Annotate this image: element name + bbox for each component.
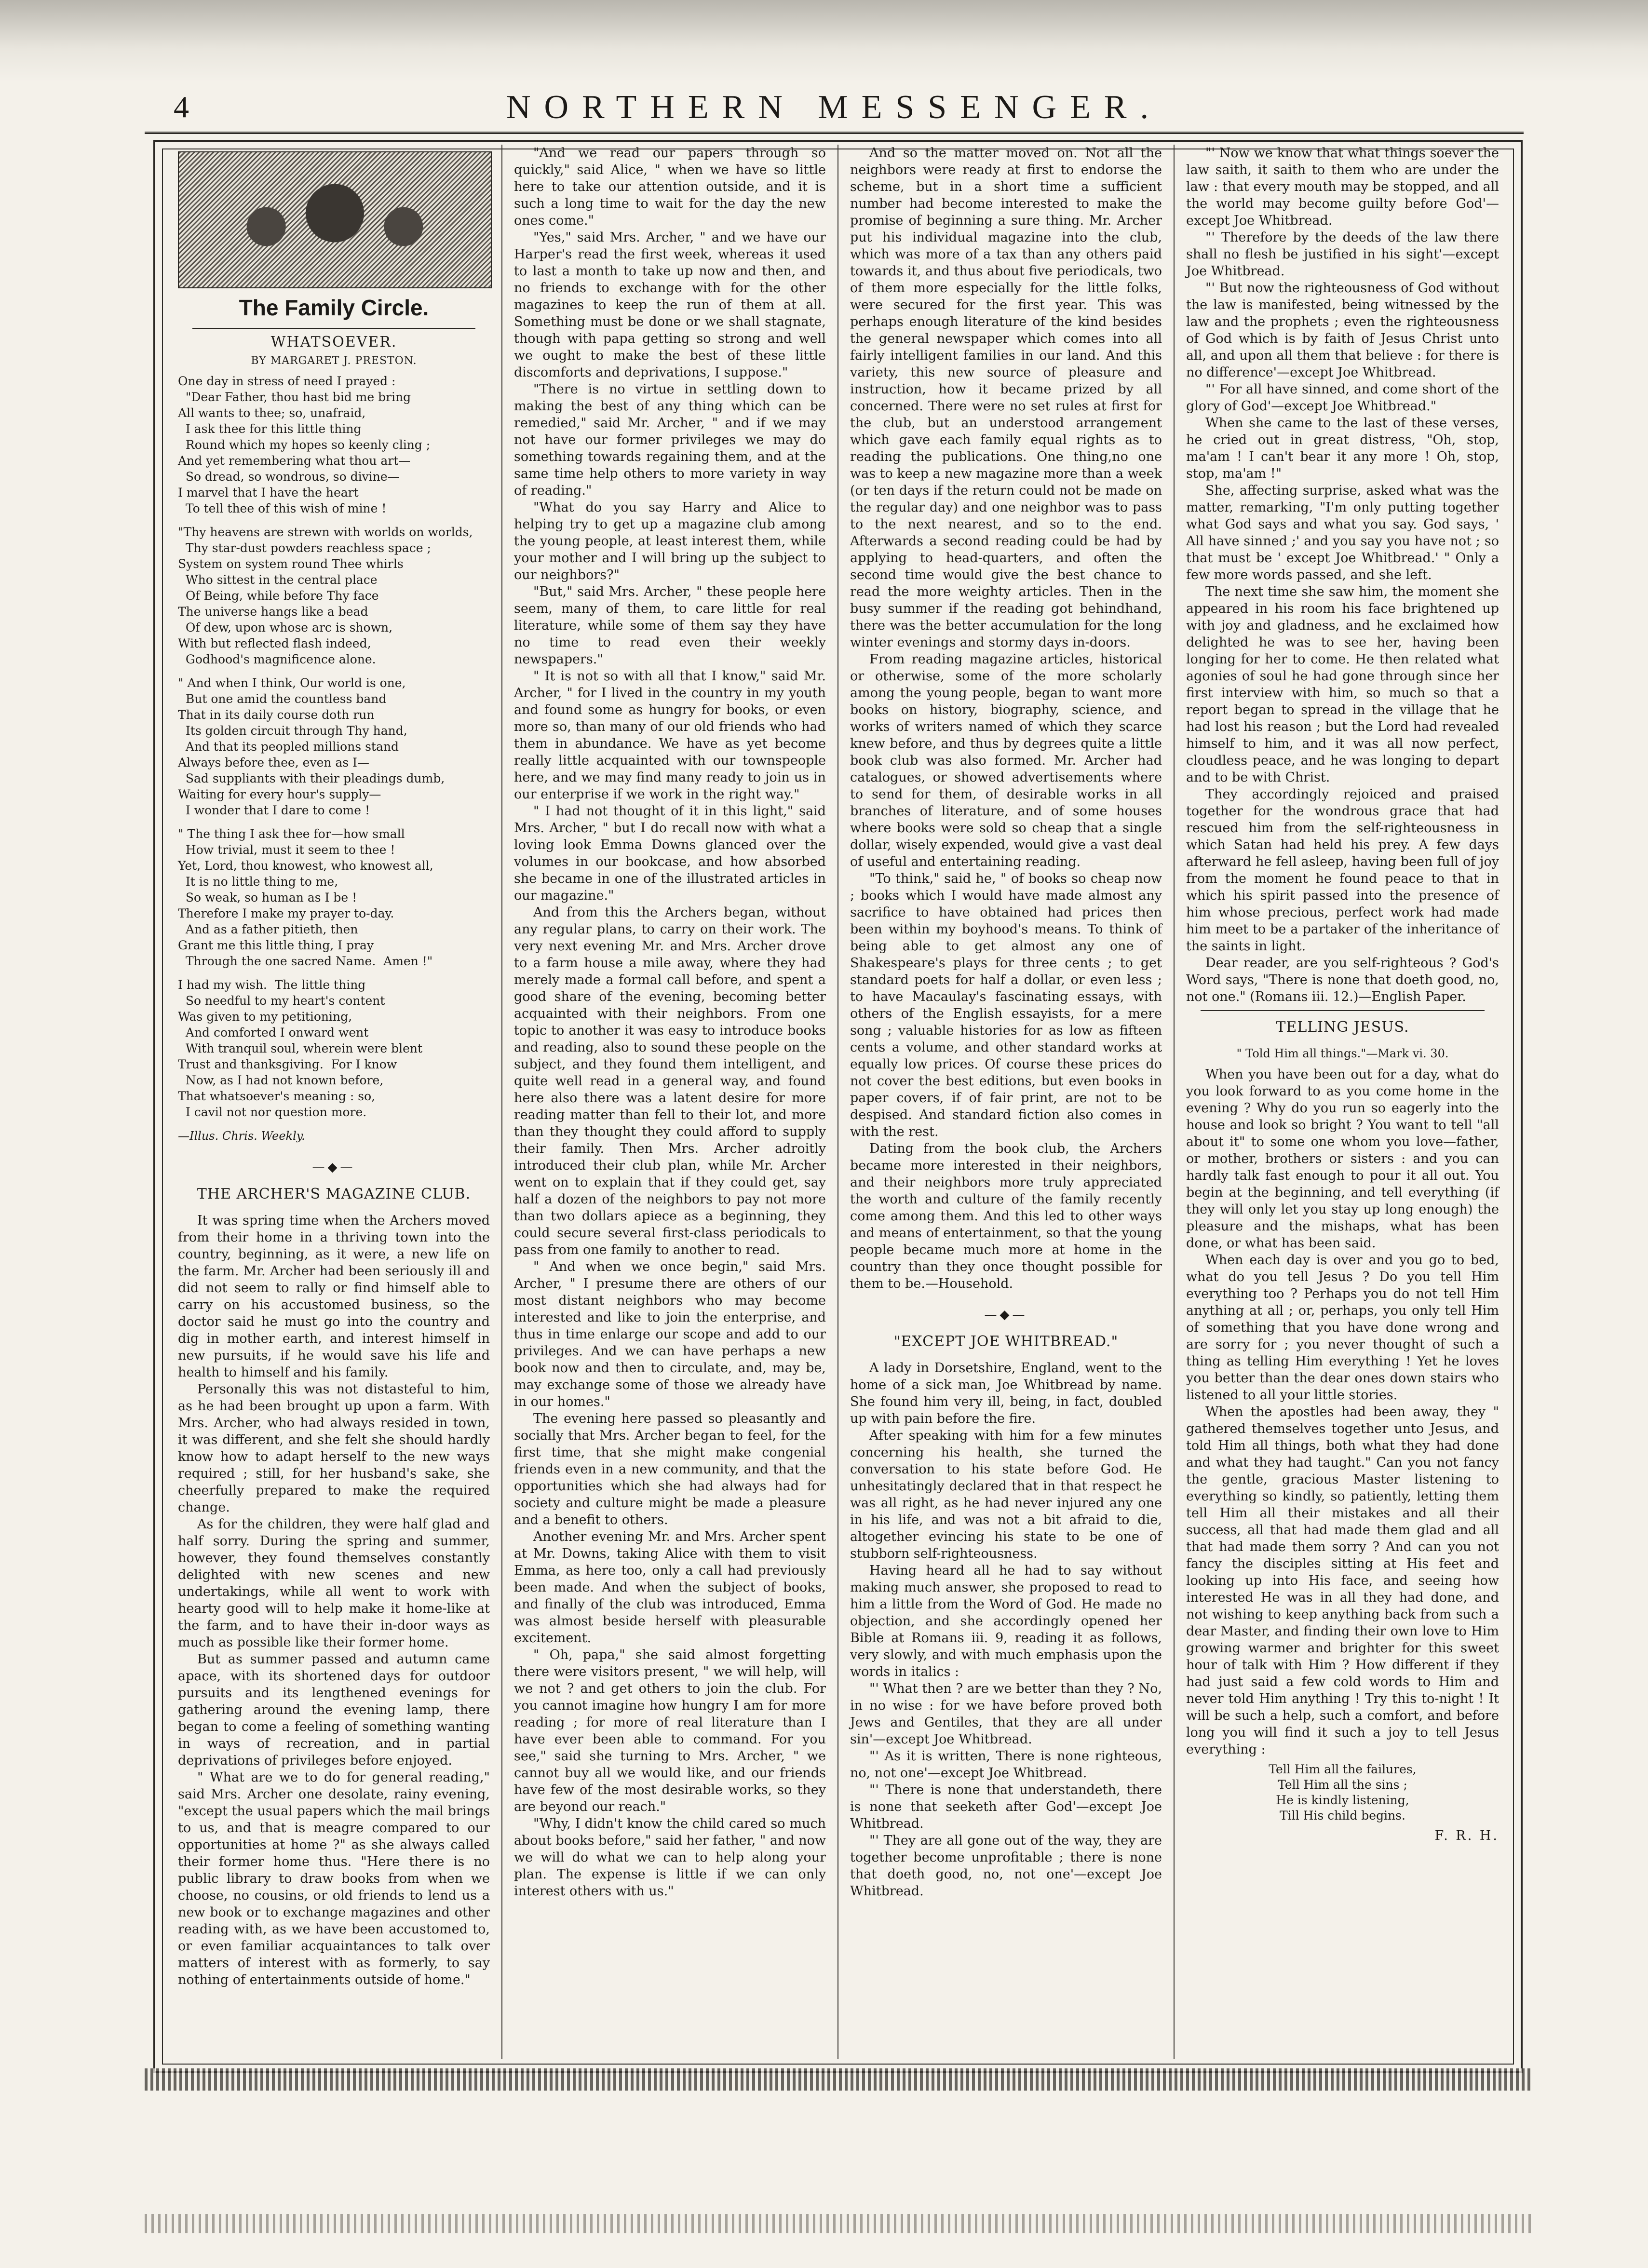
paragraph: When she came to the last of these verses, he cried out in great distress, "Oh, stop, ma'am ! I can't bear it any more ! Oh, stop, stop, ma'am !" (1186, 416, 1499, 481)
poem-line: The universe hangs like a bead (178, 605, 368, 619)
poem-line: Was given to my petitioning, (178, 1010, 352, 1024)
poem-line: And as a father pitieth, then (178, 922, 358, 936)
epigraph: " Told Him all things."—Mark vi. 30. (1236, 1047, 1449, 1060)
article-body-telling (1186, 1066, 1499, 1758)
poem-line: So dread, so wondrous, so divine— (178, 470, 400, 484)
paragraph: Dating from the book club, the Archers became more interested in their neighbors, and their neighbors more truly appreciated the worth and culture of the family recently come among them. And this led to other ways and means of entertainment, so that the young people became much more at home in the country than they once thought possible for them to be.—Household. (850, 1141, 1162, 1291)
poem-stanza (178, 826, 490, 969)
column-2 (502, 145, 838, 2059)
masthead (145, 80, 1524, 137)
poem-line: But one amid the countless band (178, 692, 387, 706)
article-title-telling: TELLING JESUS. (1276, 1019, 1409, 1036)
paragraph: " I had not thought of it in this light," said Mrs. Archer, " but I do recall now with what a loving look Emma Downs glanced over the volumes in our bookcase, and how absorbed she became in one of the illustrated articles in our magazine." (514, 804, 826, 903)
divider (192, 328, 475, 329)
column-1 (166, 145, 502, 2059)
poem-line: To tell thee of this wish of mine ! (178, 501, 387, 515)
poem-line: Trust and thanksgiving. For I know (178, 1057, 397, 1071)
poem-title: WHATSOEVER. (270, 334, 397, 351)
poem-byline: BY MARGARET J. PRESTON. (251, 355, 417, 367)
poem-line: Its golden circuit through Thy hand, (178, 724, 407, 738)
paragraph: And from this the Archers began, without any regular plans, to carry on their work. The very next evening Mr. and Mrs. Archer drove to a farm house a mile away, where they had merely made a formal call before, and spent a good share of the evening, becoming better acquainted with their neighbors. From one topic to another it was easy to introduce books and reading, also to sound these people on the subject, and they found them intelligent, and quite well read in a general way, and found here also there was a latent desire for more reading matter than fell to their lot, and more than they thought they could afford to supply their family. Then Mrs. Archer adroitly introduced their club plan, while Mr. Archer went on to explain that if they could get, say half a dozen of the neighbors to pay not more than two dollars apiece as a beginning, they could secure several first-class periodicals to pass from one family to another to read. (514, 905, 826, 1257)
closing-verse (1186, 1762, 1499, 1823)
poem-line: Godhood's magnificence alone. (178, 652, 376, 666)
paragraph: But as summer passed and autumn came apace, with its shortened days for outdoor pursuits and its lengthened evenings for gathering around the evening lamp, there began to come a feeling of something wanting in ways of recreation, and in partial deprivations of privileges before enjoyed. (178, 1652, 490, 1768)
paragraph: "What do you say Harry and Alice to helping try to get up a magazine club among the young people, at least interest them, while your mother and I will bring up the subject to our neighbors?" (514, 500, 826, 582)
paragraph: The next time she saw him, the moment she appeared in his room his face brightened up with joy and gladness, and he exclaimed how delighted he was to see her, having been longing for her to come. He then related what agonies of soul he had gone through since her first interview with him, so much so that a report began to spread in the village that he had lost his reason ; but the Lord had revealed himself to him, and it was all now perfect, cloudless peace, and he was longing to depart and to be with Christ. (1186, 584, 1499, 785)
bottom-border-ornament (145, 2068, 1533, 2091)
poem-line: Sad suppliants with their pleadings dumb, (178, 771, 445, 785)
verse-line: Tell Him all the failures, (1269, 1762, 1417, 1776)
article-title-archer: THE ARCHER'S MAGAZINE CLUB. (197, 1186, 471, 1202)
divider (1201, 1010, 1485, 1011)
paragraph: "There is no virtue in settling down to making the best of any thing which can be remedied," said Mr. Archer, " and if we may not have our former privileges we may do something towards regaining them, and at the same time help others to more variety in way of reading." (514, 382, 826, 498)
poem-line: I ask thee for this little thing (178, 422, 362, 436)
header-rule (145, 132, 1524, 134)
verse-line: Tell Him all the sins ; (1278, 1778, 1407, 1792)
newspaper-title: NORTHERN MESSENGER. (506, 89, 1162, 126)
poem-line: Therefore I make my prayer to-day. (178, 906, 394, 920)
paragraph: "' Now we know that what things soever the law saith, it saith to them who are under the law : that every mouth may be stopped, and all the world may become guilty before God'—except Joe Whitbread. (1186, 146, 1499, 228)
poem-line: One day in stress of need I prayed : (178, 374, 396, 388)
paragraph: "' As it is written, There is none righteous, no, not one'—except Joe Whitbread. (850, 1749, 1162, 1781)
poem-line: System on system round Thee whirls (178, 557, 404, 571)
paragraph: A lady in Dorsetshire, England, went to the home of a sick man, Joe Whitbread by name. She found him very ill, being, in fact, doubled up with pain before the fire. (850, 1361, 1162, 1426)
paragraph: Another evening Mr. and Mrs. Archer spent at Mr. Downs, taking Alice with them to visit Emma, as here too, only a call had previously been made. And when the subject of books, and finally of the club was introduced, Emma was almost beside herself with pleasurable excitement. (514, 1529, 826, 1646)
paragraph: From reading magazine articles, historical or otherwise, some of the more scholarly among the young people, began to want more books on history, biography, science, and works of writers named of which they scarce knew before, and thus by degrees quite a little book club was also formed. Mr. Archer had catalogues, or showed advertisements where to send for them, of desirable works in all branches of literature, and of some houses where books were sold so cheap that a single dollar, wisely expended, would give a vast deal of useful and entertaining reading. (850, 652, 1162, 869)
poem-stanza (178, 675, 490, 818)
page-top-edge (0, 0, 1648, 82)
paragraph: "Why, I didn't know the child cared so much about books before," said her father, " and now we will do what we can to help along your plan. The expense is little if we can only interest others with us." (514, 1816, 826, 1899)
poem-line: " And when I think, Our world is one, (178, 676, 406, 690)
paragraph: "But," said Mrs. Archer, " these people here seem, many of them, to care little for real literature, while some of them say they have no time to read even their weekly newspapers." (514, 584, 826, 667)
poem-line: And that its peopled millions stand (178, 740, 399, 754)
poem-line: That in its daily course doth run (178, 708, 375, 722)
poem-line: Now, as I had not known before, (178, 1073, 384, 1087)
poem-line: Grant me this little thing, I pray (178, 938, 374, 952)
poem-line: I marvel that I have the heart (178, 486, 359, 500)
verse-line: Till His child begins. (1280, 1809, 1405, 1822)
paragraph: " Oh, papa," she said almost forgetting there were visitors present, " we will help, will we not ? and get others to join the club. For you cannot imagine how hungry I am for more reading ; for more of real literature than I have ever been able to command. For you see," said she turning to Mrs. Archer, " we cannot buy all we would like, and our friends have few of the most desirable works, so they are beyond our reach." (514, 1647, 826, 1814)
paragraph: After speaking with him for a few minutes concerning his health, she turned the conversation to his state before God. He unhesitatingly declared that in that respect he was all right, as he had never injured any one in his life, and was not a bit afraid to die, altogether evincing his state to be one of stubborn self-righteousness. (850, 1428, 1162, 1561)
poem-line: So weak, so human as I be ! (178, 891, 357, 904)
paragraph: "' What then ? are we better than they ? No, in no wise : for we have before proved both Jews and Gentiles, that they are all under sin'—except Joe Whitbread. (850, 1681, 1162, 1747)
paragraph: The evening here passed so pleasantly and socially that Mrs. Archer began to feel, for the first time, that she might make congenial friends even in a new community, and that the opportunities which she had always had for society and culture might be made a pleasure and a benefit to others. (514, 1411, 826, 1527)
poem-line: Of dew, upon whose arc is shown, (178, 621, 393, 634)
paragraph: It was spring time when the Archers moved from their home in a thriving town into the country, beginning, as it were, a new life on the farm. Mr. Archer had been seriously ill and did not seem to rally or find himself able to carry on his accustomed business, so the doctor said he must go into the country and dig in mother earth, and interest himself in new pursuits, if he would save his life and health to himself and his family. (178, 1213, 490, 1380)
poem-line: How trivial, must it seem to thee ! (178, 843, 395, 857)
family-circle-engraving (178, 151, 492, 288)
page-bottom-ornament (145, 2214, 1533, 2233)
poem-line: Of Being, while before Thy face (178, 589, 379, 603)
poem-line: I wonder that I dare to come ! (178, 803, 370, 817)
paragraph: When the apostles had been away, they " gathered themselves together unto Jesus, and told Him all things, both what they had done and what they had taught." Can you not fancy the gentle, gracious Master listening to everything so kindly, so patiently, letting them tell Him all their mistakes and all their success, all that had made them glad and all that had made them sorry ? And can you not fancy the disciples sitting at His feet and looking up into His face, and seeing how interested He was in all they had done, and not wishing to keep anything back from such a dear Master, and finding their own love to Him growing warmer and brighter for this sweet hour of talk with Him ? How different if they had just said a few cold words to Him and never told Him anything ! Try this to-night ! It will be such a help, such a comfort, and before long you will find it such a joy to tell Jesus everything : (1186, 1404, 1499, 1757)
paragraph: "' They are all gone out of the way, they are together become unprofitable ; there is none that doeth good, no, not one'—except Joe Whitbread. (850, 1833, 1162, 1899)
paragraph: Having heard all he had to say without making much answer, she proposed to read to him a little from the Word of God. He made no objection, and she accordingly opened her Bible at Romans iii. 9, reading it as follows, very slowly, and with much emphasis upon the words in italics : (850, 1563, 1162, 1679)
poem-line: I had my wish. The little thing (178, 978, 366, 992)
paragraph: "To think," said he, " of books so cheap now ; books which I would have made almost any sacrifice to have obtained had prices then been within my boyhood's means. To think of being able to get almost any one of Shakespeare's plays for three cents ; to get standard poets for half a dollar, or even less ; to have Macaulay's fascinating essays, with others of the English essayists, for a mere song ; valuable histories for as low as fifteen cents a volume, and other standard works at equally low prices. Of course these prices do not cover the best editions, but even books in paper covers, if of fair print, are not to be despised. And standard fiction also comes in with the rest. (850, 871, 1162, 1139)
paragraph: " It is not so with all that I know," said Mr. Archer, " for I lived in the country in my youth and found some as hungry for books, or even more so, than many of our old friends who had them in abundance. We have as yet become really little acquainted with our townspeople here, and we may find many ready to join us in our enterprise if we work in the right way." (514, 669, 826, 802)
poem-line: With but reflected flash indeed, (178, 636, 371, 650)
poem-line: Thy star-dust powders reachless space ; (178, 541, 431, 555)
poem-line: With tranquil soul, wherein were blent (178, 1041, 423, 1055)
poem-line: And yet remembering what thou art— (178, 454, 411, 468)
article-body-archer-end (850, 145, 1162, 1292)
column-4 (1175, 145, 1511, 2059)
page-number: 4 (174, 90, 189, 124)
poem-line: Through the one sacred Name. Amen !" (178, 954, 433, 968)
article-body-archer-continued (514, 145, 826, 1900)
column-3 (838, 145, 1175, 2059)
paragraph: They accordingly rejoiced and praised together for the wondrous grace that had rescued him from the self-righteousness in which Satan had held his prey. A few days afterward he fell asleep, having been full of joy from the moment he found peace to that in which his spirit passed into the presence of him whose precious, perfect work had made him meet to be a partaker of the inheritance of the saints in light. (1186, 787, 1499, 954)
paragraph: "' But now the righteousness of God without the law is manifested, being witnessed by the law and the prophets ; even the righteousness of God which is by faith of Jesus Christ unto all, and upon all them that believe : for there is no difference'—except Joe Whitbread. (1186, 281, 1499, 380)
article-body-archer (178, 1212, 490, 1988)
paragraph: "' There is none that understandeth, there is none that seeketh after God'—except Joe Whitbread. (850, 1782, 1162, 1831)
section-ornament: —◆— (312, 1160, 356, 1174)
poem-line: Round which my hopes so keenly cling ; (178, 438, 431, 452)
article-title-joe: "EXCEPT JOE WHITBREAD." (893, 1333, 1119, 1350)
paragraph: " And when we once begin," said Mrs. Archer, " I presume there are others of our most distant neighbors who may become interested and like to join the enterprise, and thus in time enlarge our scope and add to our privileges. And we can have perhaps a new book now and then to circulate, and, may be, may exchange some of those we already have in our homes." (514, 1259, 826, 1409)
poem-source: —Illus. Chris. Weekly. (178, 1129, 305, 1143)
article-body-joe (850, 1360, 1162, 1900)
section-title: The Family Circle. (239, 295, 429, 320)
poem-stanza (178, 524, 490, 667)
poem-line: That whatsoever's meaning : so, (178, 1089, 376, 1103)
poem-line: All wants to thee; so, unafraid, (178, 406, 366, 420)
paragraph: " What are we to do for general reading," said Mrs. Archer one desolate, rainy evening, "except the usual papers which the mail brings to us, and that is meagre compared to our opportunities at home ?" as she always called their former home thus. "Here there is no public library to draw books from when we choose, no cousins, or old friends to lend us a new book or to exchange magazines and other reading with, as we have been accustomed to, or even familiar acquaintances to talk over matters of interest with as formerly, to say nothing of entertainments outside of home." (178, 1770, 490, 1987)
poem-line: Yet, Lord, thou knowest, who knowest all, (178, 859, 433, 873)
poem-line: I cavil not nor question more. (178, 1105, 367, 1119)
poem-line: "Thy heavens are strewn with worlds on worlds, (178, 525, 473, 539)
paragraph: "' Therefore by the deeds of the law there shall no flesh be justified in his sight'—except Joe Whitbread. (1186, 230, 1499, 279)
verse-line: He is kindly listening, (1276, 1793, 1409, 1807)
paragraph: "Yes," said Mrs. Archer, " and we have our Harper's read the first week, whereas it used to last a month to take up now and then, and no friends to exchange with for the other magazines to keep the run of them at all. Something must be done or we shall stagnate, though with papa getting so strong and well we ought to make the best of these little discomforts and deprivations, I suppose." (514, 230, 826, 380)
paragraph: She, affecting surprise, asked what was the matter, remarking, "I'm only putting together what God says and what you say. God says, ' All have sinned ;' and you say you have not ; so that must be ' except Joe Whitbread.' " Only a few more words passed, and she left. (1186, 483, 1499, 582)
poem-line: And comforted I onward went (178, 1026, 369, 1040)
paragraph: As for the children, they were half glad and half sorry. During the spring and summer, however, they found themselves constantly delighted with new scenes and new undertakings, while all went to work with hearty good will to help make it home-like at the farm, and to have their in-door ways as much as possible like their former home. (178, 1517, 490, 1650)
poem-line: So needful to my heart's content (178, 994, 385, 1008)
poem-body (178, 373, 490, 1120)
poem-stanza (178, 977, 490, 1120)
poem-stanza (178, 373, 490, 516)
paragraph: "And we read our papers through so quickly," said Alice, " when we have so little here to take our attention outside, and it is such a long time to wait for the day the new ones come." (514, 146, 826, 228)
paragraph: Personally this was not distasteful to him, as he had been brought up upon a farm. With Mrs. Archer, who had always resided in town, it was different, and she felt she should hardly know how to adapt herself to the new ways required ; still, for her husband's sake, she cheerfully prepared to make the required change. (178, 1382, 490, 1515)
article-body-joe-end (1186, 145, 1499, 1005)
paragraph: When each day is over and you go to bed, what do you tell Jesus ? Do you tell Him everything too ? Perhaps you do not tell Him anything at all ; or, perhaps, you only tell Him of something that you have done wrong and are sorry for ; you never thought of such a thing as telling Him everything ! Yet he loves you better than the dear ones down stairs who listened to all your little stories. (1186, 1253, 1499, 1403)
article-columns (166, 145, 1512, 2059)
paragraph: When you have been out for a day, what do you look forward to as you come home in the evening ? Why do you run so eagerly into the house and look so bright ? You want to tell "all about it" to some one whom you love—father, or mother, brothers or sisters : and you can hardly talk fast enough to pour it all out. You begin at the beginning, and tell everything (if they will only let you stay up long enough) the pleasure and the mishaps, what has been done, or what has been said. (1186, 1067, 1499, 1251)
paragraph: "' For all have sinned, and come short of the glory of God'—except Joe Whitbread." (1186, 382, 1499, 414)
poem-line: "Dear Father, thou hast bid me bring (178, 390, 411, 404)
paragraph: And so the matter moved on. Not all the neighbors were ready at first to endorse the scheme, but in a short time a sufficient number had become interested to make the promise of beginning a sure thing. Mr. Archer put his individual magazine into the club, which was more of a tax than any others paid towards it, and thus about five periodicals, two of them more especially for the little folks, were secured for the first year. This was perhaps enough literature of the kind besides the general newspaper which comes into all fairly intelligent families in our land. And this variety, this new source of pleasure and instruction, how it became prized by all concerned. There were no set rules at first for the club, but an understood arrangement which gave each family equal rights as to reading the publications. One thing,no one was to keep a new magazine more than a week (or ten days if the return could not be made on the regular day) and one neighbor was to pass to the next nearest, and so to the end. Afterwards a second reading could be had by applying to head-quarters, and often the second time would give the best chance to read the more weighty articles. Then in the busy summer if the reading got behindhand, there was the better accumulation for the long winter evenings and stormy days in-doors. (850, 146, 1162, 650)
paragraph: Dear reader, are you self-righteous ? God's Word says, "There is none that doeth good, no, not one." (Romans iii. 12.)—English Paper. (1186, 956, 1499, 1004)
poem-line: Who sittest in the central place (178, 573, 378, 587)
poem-line: It is no little thing to me, (178, 875, 338, 889)
poem-line: Always before thee, even as I— (178, 756, 369, 770)
poem-line: Waiting for every hour's supply— (178, 787, 381, 801)
section-ornament: —◆— (984, 1308, 1028, 1322)
poem-line: " The thing I ask thee for—how small (178, 827, 405, 841)
author-signature: F. R. H. (1434, 1828, 1499, 1843)
